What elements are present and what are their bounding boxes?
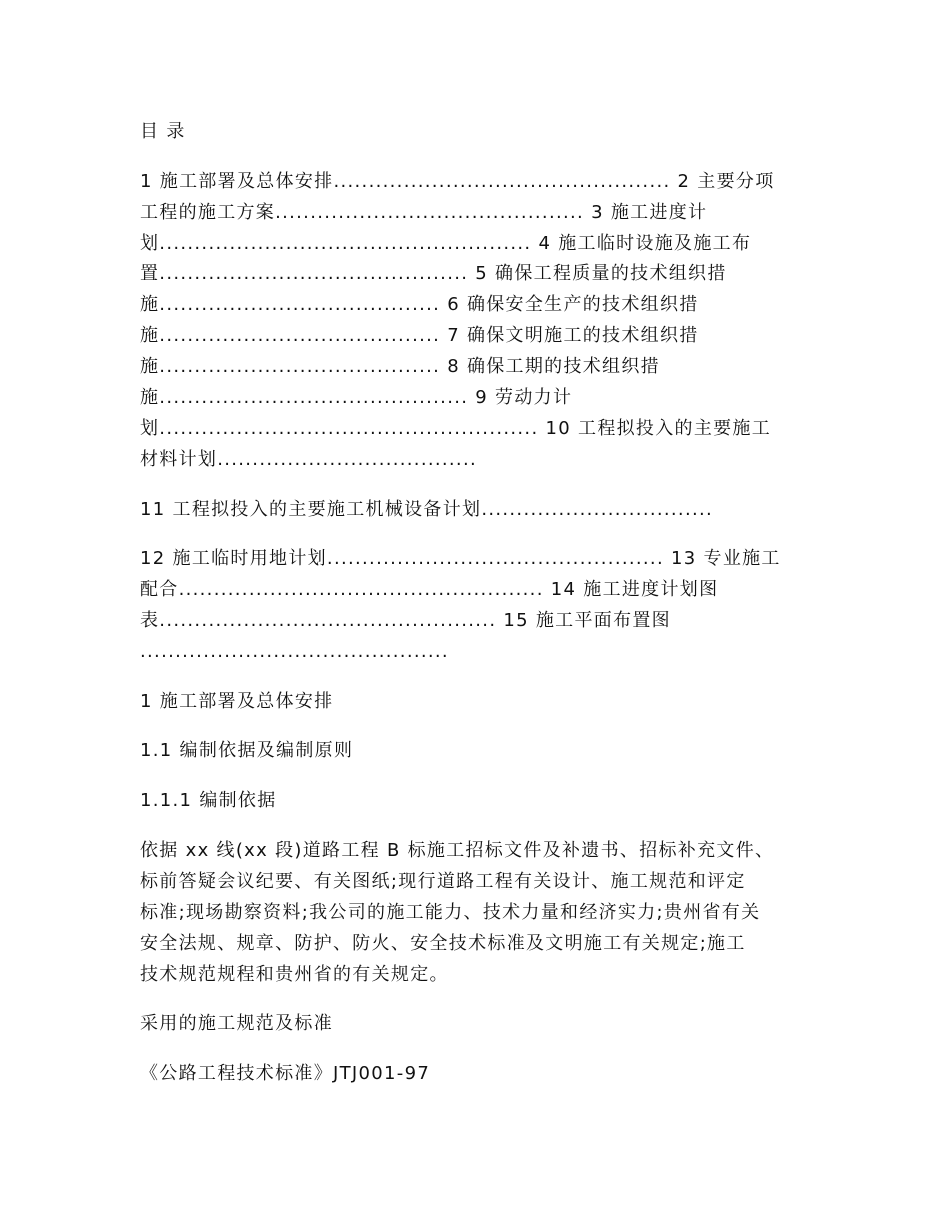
- subsubsection-title: 1.1.1 编制依据: [140, 790, 277, 811]
- toc-line: 施........................................ 6 确保安全生产的技术组织措: [140, 294, 699, 315]
- toc-line: 施........................................ 8 确保工期的技术组织措: [140, 356, 660, 377]
- toc-heading: 目 录: [140, 121, 186, 142]
- toc-line: 划..................................................... 4 施工临时设施及施工布: [140, 233, 752, 254]
- paragraph-line: 技术规范规程和贵州省的有关规定。: [140, 964, 449, 985]
- toc-line: 材料计划.....................................: [140, 449, 478, 470]
- toc-line: ............................................: [140, 641, 449, 662]
- toc-line: 配合.................................................... 14 施工进度计划图: [140, 579, 719, 600]
- toc-line: 12 施工临时用地计划................................................ 13 专业施工: [140, 548, 781, 569]
- paragraph-line: 依据 xx 线(xx 段)道路工程 B 标施工招标文件及补遗书、招标补充文件、: [140, 840, 775, 861]
- toc-line: 11 工程拟投入的主要施工机械设备计划.................................: [140, 499, 714, 520]
- standard-item: 《公路工程技术标准》JTJ001-97: [140, 1063, 431, 1084]
- toc-line: 划...................................................... 10 工程拟投入的主要施工: [140, 418, 772, 439]
- toc-line: 置............................................ 5 确保工程质量的技术组织措: [140, 263, 727, 284]
- paragraph-line: 标准;现场勘察资料;我公司的施工能力、技术力量和经济实力;贵州省有关: [140, 902, 761, 923]
- toc-line: 表................................................ 15 施工平面布置图: [140, 610, 671, 631]
- paragraph-line: 安全法规、规章、防护、防火、安全技术标准及文明施工有关规定;施工: [140, 933, 746, 954]
- toc-line: 工程的施工方案............................................ 3 施工进度计: [140, 202, 708, 223]
- section-title: 1 施工部署及总体安排: [140, 691, 334, 712]
- toc-line: 施............................................ 9 劳动力计: [140, 387, 573, 408]
- subsection-title: 1.1 编制依据及编制原则: [140, 740, 354, 761]
- toc-line: 施........................................ 7 确保文明施工的技术组织措: [140, 325, 699, 346]
- paragraph-line: 标前答疑会议纪要、有关图纸;现行道路工程有关设计、施工规范和评定: [140, 871, 746, 892]
- standards-heading: 采用的施工规范及标准: [140, 1013, 333, 1034]
- toc-line: 1 施工部署及总体安排................................................ 2 主要分项: [140, 171, 775, 192]
